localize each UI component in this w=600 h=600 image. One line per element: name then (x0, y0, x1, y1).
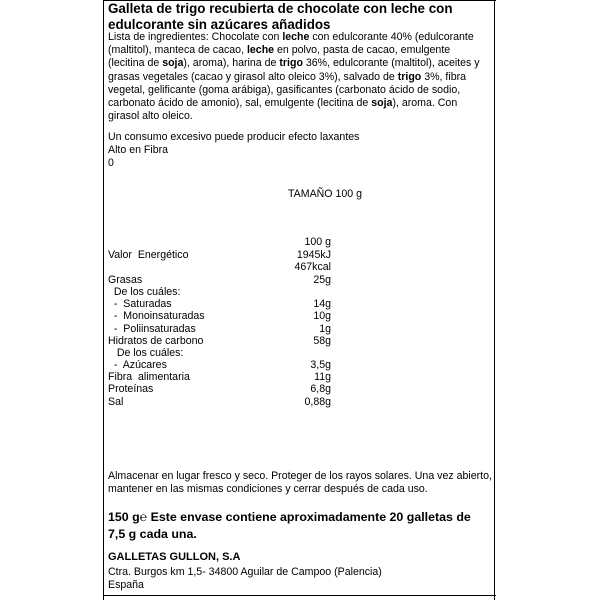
company-country: España (108, 579, 144, 591)
zero-value: 0 (108, 157, 114, 169)
storage-line: mantener en las mismas condiciones y cerrar después de cada uso. (108, 483, 428, 495)
title-line-2: edulcorante sin azúcares añadidos (108, 17, 331, 32)
nutrition-row (0, 323, 331, 336)
laxative-warning: Un consumo excesivo puede producir efecto laxantes (108, 131, 360, 143)
nutrition-label: - Azúcares (108, 359, 167, 372)
ingredients-line: Lista de ingredientes: Chocolate con leche con edulcorante 40% (edulcorante (108, 31, 474, 43)
ingredients-line: vegetal, gelificante (goma arábiga), gasificantes (carbonato ácido de sodio, (108, 83, 461, 96)
nutrition-value: 58g (313, 334, 331, 347)
company-name: GALLETAS GULLON, S.A (108, 551, 241, 563)
package-contents (108, 509, 492, 543)
nutrition-value: 11g (314, 371, 331, 384)
package-line: 150 g℮ Este envase contiene aproximadamente 20 galletas de (108, 510, 471, 524)
company-address: Ctra. Burgos km 1,5- 34800 Aguilar de Campoo (Palencia) (108, 566, 382, 578)
nutrition-row (0, 359, 331, 372)
nutrition-row (0, 383, 331, 396)
energy-kj: 1945kJ (296, 249, 331, 261)
warnings (108, 131, 492, 170)
energy-label: Valor Energético (108, 249, 189, 261)
nutrition-value: 25g (313, 274, 331, 286)
storage-instructions (108, 470, 492, 496)
bottom-border (104, 595, 496, 596)
storage-line: Almacenar en lugar fresco y seco. Proteger de los rayos solares. Una vez abierto, (108, 470, 492, 482)
nutrition-label: - Monoinsaturadas (108, 310, 205, 323)
company-info (108, 550, 492, 592)
nutrition-row (0, 371, 331, 384)
column-header: 100 g (304, 236, 331, 248)
ingredients-line: grasas vegetales (cacao y girasol alto oleico 3%), salvado de trigo 3%, fibra (108, 70, 467, 83)
nutrition-label: De los cuáles: (108, 286, 181, 299)
serving-size-label: TAMAÑO 100 g (288, 188, 362, 200)
nutrition-value: 6,8g (310, 383, 331, 396)
nutrition-row (0, 274, 331, 287)
product-title (108, 1, 492, 33)
nutrition-row (0, 347, 331, 360)
nutrition-value: 0,88g (304, 395, 331, 408)
fibre-claim: Alto en Fibra (108, 144, 169, 156)
nutrition-label: Sal (108, 395, 124, 408)
nutrition-row (0, 286, 331, 299)
ingredients-line: girasol alto oleico. (108, 110, 193, 123)
nutrition-label: Hidratos de carbono (108, 334, 204, 347)
nutrition-label: - Saturadas (108, 298, 172, 311)
nutrition-row (0, 335, 331, 348)
energy-kcal-row (0, 261, 331, 275)
nutrition-label: De los cuáles: (108, 346, 184, 359)
nutrition-label: - Poliinsaturadas (108, 322, 196, 335)
nutrition-value: 10g (313, 310, 331, 323)
nutrition-label: Fibra alimentaria (108, 371, 190, 384)
ingredients-list (108, 31, 492, 123)
energy-kcal: 467kcal (294, 261, 331, 273)
ingredients-line: (lecitina de soja), aroma), harina de trigo 36%, edulcorante (maltitol), aceites y (108, 57, 480, 70)
nutrition-label: Grasas (108, 274, 143, 286)
nutrition-value: 3,5g (310, 359, 331, 372)
nutrition-value: 1g (319, 322, 331, 335)
nutrition-label: Proteínas (108, 383, 154, 396)
title-line-1: Galleta de trigo recubierta de chocolate con leche con (108, 1, 453, 16)
nutrition-value: 14g (313, 298, 331, 311)
nutrition-row (0, 310, 331, 323)
ingredients-line: (maltitol), manteca de cacao, leche en polvo, pasta de cacao, emulgente (108, 44, 451, 57)
nutrition-row (0, 298, 331, 311)
package-line: 7,5 g cada una. (108, 527, 197, 541)
ingredients-line: carbonato ácido de amonio), sal, emulgente (lecitina de soja), aroma. Con (108, 97, 458, 110)
nutrition-row (0, 396, 331, 409)
